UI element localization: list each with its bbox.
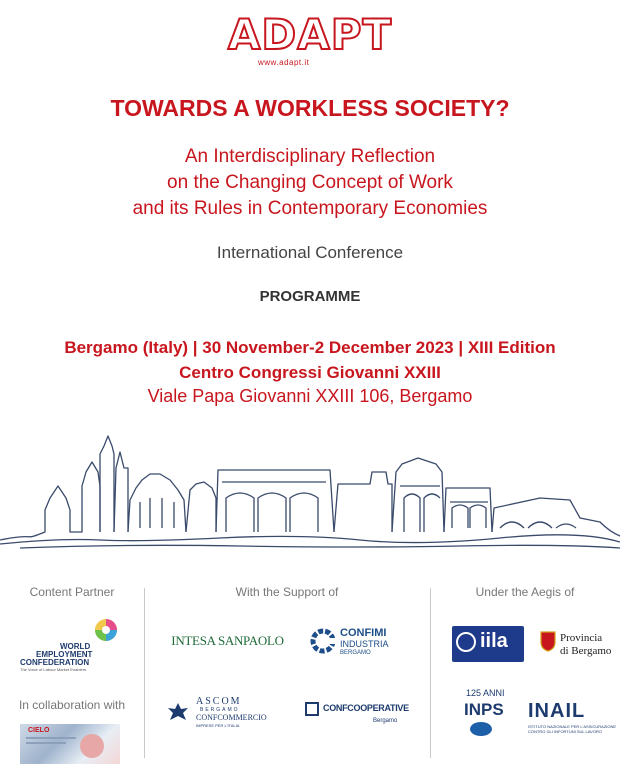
subtitle-line-2: on the Changing Concept of Work <box>167 172 453 193</box>
inail-logo <box>528 700 620 740</box>
wec-line-2: EMPLOYMENT <box>36 650 93 659</box>
conference-label: International Conference <box>216 243 404 262</box>
confcooperative-logo <box>305 702 415 728</box>
ascom-eagle-icon <box>166 700 190 724</box>
bergamo-skyline-illustration <box>0 428 620 558</box>
provincia-line-2: di Bergamo <box>560 645 612 657</box>
cielo-logo-image <box>20 724 120 764</box>
wec-globe-icon <box>94 618 118 642</box>
iila-text: iila <box>480 630 508 652</box>
intesa-text: INTESA SANPAOLO <box>171 633 284 648</box>
iila-logo <box>452 626 524 662</box>
inps-text: INPS <box>464 700 504 719</box>
ascom-line-1: ASCOM <box>196 696 242 707</box>
ascom-line-2: BERGAMO <box>200 707 240 713</box>
confcoop-line-2: Bergamo <box>373 718 398 724</box>
inps-anniversary: 125 ANNI <box>466 688 505 698</box>
page-title: TOWARDS A WORKLESS SOCIETY? <box>110 95 510 121</box>
adapt-logo: ADAPT <box>227 10 393 59</box>
venue-address: Viale Papa Giovanni XXIII 106, Bergamo <box>147 386 473 406</box>
inail-tagline: ISTITUTO NAZIONALE PER L'ASSICURAZIONE CONTRO GLI INFORTUNI SUL LAVORO <box>528 724 617 734</box>
provincia-line-1: Provincia <box>560 632 603 644</box>
ascom-line-3: CONFCOMMERCIO <box>196 713 267 722</box>
subtitle-line-3: and its Rules in Contemporary Economies <box>132 198 488 219</box>
wec-tagline: The Voice of Labour Market Enablers <box>20 667 87 672</box>
confimi-line-1: CONFIMI <box>340 627 387 639</box>
programme-label: PROGRAMME <box>259 288 361 305</box>
logo-url: www.adapt.it <box>258 58 310 67</box>
confimi-logo <box>310 626 420 660</box>
confimi-gear-icon <box>310 628 336 654</box>
provincia-crest-icon <box>540 630 556 652</box>
inps-swoosh-icon <box>470 722 492 736</box>
subtitle-line-1: An Interdisciplinary Reflection <box>184 146 436 167</box>
venue-name: Centro Congressi Giovanni XXIII <box>179 363 441 382</box>
content-partner-label: Content Partner <box>29 585 115 599</box>
ascom-line-4: IMPRESE PER L'ITALIA <box>196 723 240 728</box>
inail-text: INAIL <box>528 700 586 722</box>
ascom-logo <box>166 696 270 730</box>
provincia-bergamo-logo <box>540 628 620 662</box>
confcooperative-square-icon <box>305 702 319 716</box>
venue-dates: Bergamo (Italy) | 30 November-2 December 2023 | XIII Edition <box>64 338 556 357</box>
confimi-line-2: INDUSTRIA <box>340 639 389 649</box>
confcoop-line-1: CONFCOOPERATIVE <box>323 703 409 713</box>
confimi-line-3: BERGAMO <box>340 650 371 656</box>
collaboration-label: In collaboration with <box>18 698 126 712</box>
iila-circle-icon <box>456 632 476 652</box>
wec-logo <box>16 618 120 672</box>
inps-logo <box>458 688 514 744</box>
cielo-text: CIELO <box>28 727 50 734</box>
wec-line-3: CONFEDERATION <box>20 658 90 667</box>
aegis-label: Under the Aegis of <box>475 585 575 599</box>
intesa-sanpaolo-logo <box>165 630 290 652</box>
sponsor-divider-2 <box>430 588 431 758</box>
support-label: With the Support of <box>235 585 339 599</box>
wec-line-1: WORLD <box>60 642 91 651</box>
sponsor-divider-1 <box>144 588 145 758</box>
